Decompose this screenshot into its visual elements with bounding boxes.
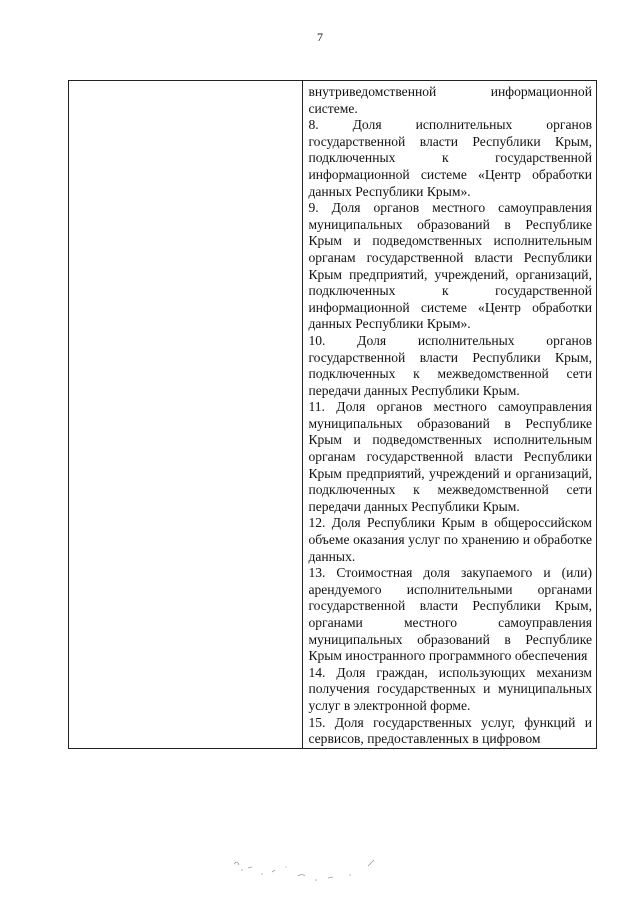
scan-artifact-marks xyxy=(228,856,408,886)
indicator-15: 15. Доля государственных услуг, функций и сервисов, предоставленных в цифровом xyxy=(308,714,592,747)
indicator-10: 10. Доля исполнительных органов государственной власти Республики Крым, подключенных к межведомственной сети передачи данных Республики Крым. xyxy=(308,332,592,398)
page-number: 7 xyxy=(317,30,323,44)
indicator-9: 9. Доля органов местного самоуправления муниципальных образований в Республике Крым и подведомственных исполнительным органам государственной власти Республики Крым предприятий, учреждений, организаций, подключенных к государственной информационной системе «Центр обработки данных Республики Крым». xyxy=(308,200,592,332)
indicator-14: 14. Доля граждан, использующих механизм получения государственных и муниципальных услуг в электронной форме. xyxy=(308,664,592,713)
indicator-12: 12. Доля Республики Крым в общероссийском объеме оказания услуг по хранению и обработке данных. xyxy=(308,515,592,564)
indicator-text-continued: внутриведомственной информационной системе. xyxy=(308,84,592,116)
table-cell-left xyxy=(69,81,303,749)
indicator-11: 11. Доля органов местного самоуправления муниципальных образований в Республике Крым и подведомственных исполнительным органам государственной власти Республики Крым предприятий, учреждений и организаций, подключенных к межведомственной сети передачи данных Республики Крым. xyxy=(308,399,592,514)
table-cell-right xyxy=(303,81,597,749)
table-row xyxy=(69,81,597,749)
indicators-table xyxy=(68,80,597,749)
indicator-8: 8. Доля исполнительных органов государственной власти Республики Крым, подключенных к государственной информационной системе «Центр обработки данных Республики Крым». xyxy=(308,117,592,199)
indicator-13: 13. Стоимостная доля закупаемого и (или) арендуемого исполнительными органами государственной власти Республики Крым, органами местного самоуправления муниципальных образований в Республике Крым иностранного программного обеспечения xyxy=(308,565,592,664)
